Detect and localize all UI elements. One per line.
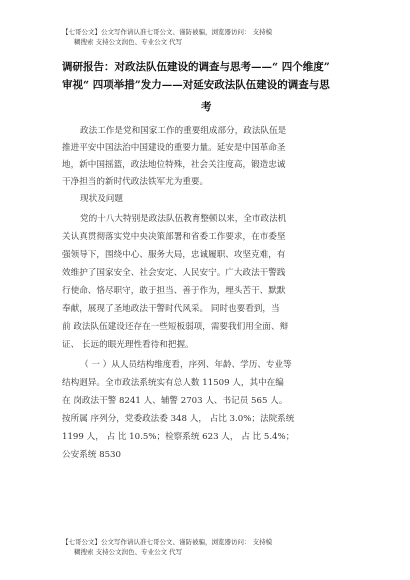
paragraph-3-line-6: 公安系统 8530 — [62, 450, 121, 460]
page-footer-line-2: 糊搜索 支持公文润色、专业公文 代写 — [74, 548, 183, 556]
document-title-line-3: 考 — [201, 101, 212, 113]
paragraph-3-line-4: 按所属 序列分，党委政法委 348 人， 占比 3.0%；法院系统 — [62, 414, 295, 424]
paragraph-2-line-3: 强领导下，围绕中心、服务大局，忠诚履职、攻坚克难，有 — [62, 250, 286, 260]
paragraph-2-line-2: 关认真贯彻落实党中央决策部署和省委工作要求，在市委坚 — [62, 232, 286, 242]
paragraph-1-line-3: 地，新中国摇篮，政法地位特殊，社会关注度高，锻造忠诚 — [62, 160, 286, 170]
paragraph-3-line-1: （ 一 ）从人员结构维度看，序列、年龄、学历、专业等 — [80, 360, 292, 370]
paragraph-2-line-8: 证、 长远的眼光理性看待和把握。 — [62, 340, 194, 350]
document-title-line-2: 审视“ 四项举措”发力——对延安政法队伍建设的调查与思 — [62, 79, 330, 91]
paragraph-1-line-2: 推进平安中国法治中国建设的重要力量。延安是中国革命圣 — [62, 143, 286, 153]
document-title-line-1: 调研报告：对政法队伍建设的调查与思考——“ 四个维度” — [62, 61, 330, 73]
paragraph-1-line-1: 政法工作是党和国家工作的重要组成部分，政法队伍是 — [80, 126, 287, 136]
paragraph-2-line-5: 行使命、恪尽职守，敢于担当、善于作为，埋头苦干、默默 — [62, 286, 286, 296]
paragraph-3-line-5: 1199 人， 占 比 10.5%；检察系统 623 人， 占 比 5.4%； — [62, 432, 295, 442]
paragraph-2-line-6: 奉献，展现了圣地政法干警时代风采。 同时也要看到，当 — [62, 304, 280, 314]
paragraph-1-line-4: 干净担当的新时代政法铁军尤为重要。 — [62, 177, 209, 187]
paragraph-3-line-3: 在 岗政法干警 8241 人、辅警 2703 人、书记员 565 人。 — [62, 396, 288, 406]
paragraph-2-line-4: 效维护了国家安全、社会安定、人民安宁。广大政法干警践 — [62, 268, 286, 278]
page-footer-line-1: 【七哥公文】公文写作请认准七哥公文、谨防被骗，浏览器访问： 支持模 — [62, 538, 273, 546]
section-heading: 现状及问题 — [80, 194, 123, 204]
page-header-line-1: 【七哥公文】公文写作请认准七哥公文、谨防被骗，浏览器访问： 支持模 — [62, 28, 273, 36]
paragraph-3-line-2: 结构迥异。全市政法系统实有总人数 11509 人，其中在编 — [62, 378, 284, 388]
paragraph-2-line-7: 前 政法队伍建设还存在一些短板弱项，需要我们用全面、辩 — [62, 322, 289, 332]
page-header-line-2: 糊搜索 支持公文润色、专业公文 代写 — [74, 38, 183, 46]
paragraph-2-line-1: 党的十八大特别是政法队伍教育整顿以来，全市政法机 — [80, 214, 287, 224]
